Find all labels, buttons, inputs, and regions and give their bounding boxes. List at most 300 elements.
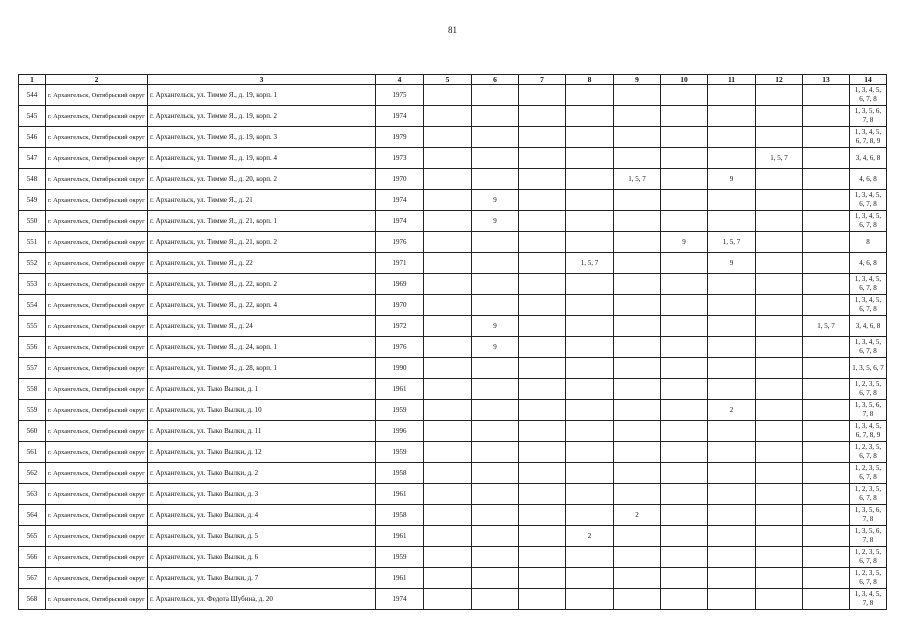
col9-cell <box>614 484 661 505</box>
col7-cell <box>519 316 566 337</box>
col8-cell <box>566 106 614 127</box>
col7-cell <box>519 484 566 505</box>
col14-cell: 1, 3, 4, 5, 6, 7, 8 <box>850 337 887 358</box>
table-row <box>19 358 887 379</box>
year-cell: 1970 <box>376 169 424 190</box>
table-row <box>19 337 887 358</box>
col9-cell <box>614 358 661 379</box>
row-number-cell: 557 <box>19 358 46 379</box>
district-cell: г. Архангельск, Октябрьский округ <box>46 316 148 337</box>
address-cell: г. Архангельск, ул. Тимме Я., д. 19, корп. 4 <box>148 148 376 169</box>
col14-cell: 1, 3, 5, 6, 7, 8 <box>850 526 887 547</box>
col8-cell: 1, 5, 7 <box>566 253 614 274</box>
col12-cell <box>756 211 803 232</box>
col11-cell <box>708 85 756 106</box>
year-cell: 1975 <box>376 85 424 106</box>
col11-cell <box>708 484 756 505</box>
address-cell: г. Архангельск, ул. Тыко Вылки, д. 11 <box>148 421 376 442</box>
col8-cell <box>566 295 614 316</box>
col9-cell <box>614 148 661 169</box>
col8-cell: 2 <box>566 526 614 547</box>
row-number-cell: 547 <box>19 148 46 169</box>
year-cell: 1959 <box>376 442 424 463</box>
table-row <box>19 526 887 547</box>
col9-cell <box>614 232 661 253</box>
col9-cell <box>614 274 661 295</box>
col14-cell: 1, 3, 5, 6, 7 <box>850 358 887 379</box>
address-cell: г. Архангельск, ул. Тыко Вылки, д. 3 <box>148 484 376 505</box>
col12-cell <box>756 379 803 400</box>
col11-cell <box>708 337 756 358</box>
col10-cell <box>661 568 708 589</box>
col8-cell <box>566 379 614 400</box>
col14-cell: 4, 6, 8 <box>850 169 887 190</box>
col10-cell <box>661 316 708 337</box>
address-cell: г. Архангельск, ул. Тимме Я., д. 20, корп. 2 <box>148 169 376 190</box>
col12-cell <box>756 463 803 484</box>
district-cell: г. Архангельск, Октябрьский округ <box>46 463 148 484</box>
col11-cell <box>708 421 756 442</box>
column-header-10: 10 <box>661 75 708 85</box>
col11-cell: 9 <box>708 169 756 190</box>
col10-cell: 9 <box>661 232 708 253</box>
col11-cell <box>708 190 756 211</box>
col5-cell <box>424 85 472 106</box>
col12-cell <box>756 358 803 379</box>
year-cell: 1972 <box>376 316 424 337</box>
district-cell: г. Архангельск, Октябрьский округ <box>46 379 148 400</box>
address-cell: г. Архангельск, ул. Тимме Я., д. 21, корп. 2 <box>148 232 376 253</box>
address-cell: г. Архангельск, ул. Тыко Вылки, д. 12 <box>148 442 376 463</box>
col12-cell <box>756 190 803 211</box>
col13-cell <box>803 589 850 610</box>
col12-cell <box>756 253 803 274</box>
col8-cell <box>566 337 614 358</box>
row-number-cell: 568 <box>19 589 46 610</box>
col14-cell: 4, 6, 8 <box>850 253 887 274</box>
col14-cell: 1, 3, 4, 5, 6, 7, 8 <box>850 211 887 232</box>
row-number-cell: 560 <box>19 421 46 442</box>
year-cell: 1958 <box>376 505 424 526</box>
table-body <box>19 85 887 610</box>
table-row <box>19 505 887 526</box>
year-cell: 1974 <box>376 589 424 610</box>
table-row <box>19 421 887 442</box>
col13-cell <box>803 442 850 463</box>
col6-cell <box>472 169 519 190</box>
col5-cell <box>424 190 472 211</box>
col14-cell: 1, 3, 4, 5, 6, 7, 8 <box>850 274 887 295</box>
col9-cell <box>614 568 661 589</box>
col14-cell: 8 <box>850 232 887 253</box>
col5-cell <box>424 232 472 253</box>
row-number-cell: 546 <box>19 127 46 148</box>
col13-cell <box>803 253 850 274</box>
col11-cell <box>708 463 756 484</box>
address-cell: г. Архангельск, ул. Тыко Вылки, д. 4 <box>148 505 376 526</box>
col13-cell <box>803 526 850 547</box>
col8-cell <box>566 442 614 463</box>
col12-cell <box>756 568 803 589</box>
column-header-3: 3 <box>148 75 376 85</box>
col14-cell: 1, 3, 4, 5, 6, 7, 8 <box>850 295 887 316</box>
year-cell: 1959 <box>376 400 424 421</box>
col9-cell <box>614 337 661 358</box>
col14-cell: 1, 2, 3, 5, 6, 7, 8 <box>850 442 887 463</box>
year-cell: 1969 <box>376 274 424 295</box>
page-number: 81 <box>448 25 457 35</box>
col8-cell <box>566 274 614 295</box>
district-cell: г. Архангельск, Октябрьский округ <box>46 232 148 253</box>
col14-cell: 1, 2, 3, 5, 6, 7, 8 <box>850 547 887 568</box>
row-number-cell: 553 <box>19 274 46 295</box>
column-header-6: 6 <box>472 75 519 85</box>
col6-cell <box>472 358 519 379</box>
table-row <box>19 589 887 610</box>
table-row <box>19 106 887 127</box>
district-cell: г. Архангельск, Октябрьский округ <box>46 253 148 274</box>
col8-cell <box>566 127 614 148</box>
col14-cell: 1, 3, 5, 6, 7, 8 <box>850 505 887 526</box>
col7-cell <box>519 295 566 316</box>
col10-cell <box>661 190 708 211</box>
col13-cell <box>803 379 850 400</box>
col6-cell <box>472 463 519 484</box>
col14-cell: 1, 2, 3, 5, 6, 7, 8 <box>850 484 887 505</box>
row-number-cell: 562 <box>19 463 46 484</box>
address-cell: г. Архангельск, ул. Тимме Я., д. 19, корп. 3 <box>148 127 376 148</box>
year-cell: 1979 <box>376 127 424 148</box>
col13-cell <box>803 463 850 484</box>
col14-cell: 1, 3, 4, 5, 6, 7, 8 <box>850 85 887 106</box>
address-cell: г. Архангельск, ул. Тимме Я., д. 22 <box>148 253 376 274</box>
col6-cell <box>472 547 519 568</box>
col10-cell <box>661 106 708 127</box>
col12-cell <box>756 400 803 421</box>
address-cell: г. Архангельск, ул. Тимме Я., д. 24 <box>148 316 376 337</box>
district-cell: г. Архангельск, Октябрьский округ <box>46 421 148 442</box>
address-cell: г. Архангельск, ул. Тимме Я., д. 19, корп. 2 <box>148 106 376 127</box>
col12-cell <box>756 337 803 358</box>
address-cell: г. Архангельск, ул. Тимме Я., д. 19, корп. 1 <box>148 85 376 106</box>
col12-cell <box>756 526 803 547</box>
col7-cell <box>519 526 566 547</box>
col7-cell <box>519 442 566 463</box>
address-cell: г. Архангельск, ул. Федота Шубина, д. 20 <box>148 589 376 610</box>
column-header-7: 7 <box>519 75 566 85</box>
register-table <box>18 74 887 610</box>
district-cell: г. Архангельск, Октябрьский округ <box>46 589 148 610</box>
col6-cell <box>472 106 519 127</box>
col13-cell: 1, 5, 7 <box>803 316 850 337</box>
district-cell: г. Архангельск, Октябрьский округ <box>46 274 148 295</box>
district-cell: г. Архангельск, Октябрьский округ <box>46 211 148 232</box>
district-cell: г. Архангельск, Октябрьский округ <box>46 295 148 316</box>
col7-cell <box>519 589 566 610</box>
col12-cell <box>756 232 803 253</box>
table-row <box>19 274 887 295</box>
col11-cell <box>708 148 756 169</box>
year-cell: 1996 <box>376 421 424 442</box>
col12-cell <box>756 274 803 295</box>
col6-cell <box>472 85 519 106</box>
col12-cell <box>756 295 803 316</box>
column-header-4: 4 <box>376 75 424 85</box>
year-cell: 1976 <box>376 232 424 253</box>
district-cell: г. Архангельск, Октябрьский округ <box>46 505 148 526</box>
year-cell: 1961 <box>376 379 424 400</box>
col9-cell <box>614 295 661 316</box>
row-number-cell: 567 <box>19 568 46 589</box>
district-cell: г. Архангельск, Октябрьский округ <box>46 400 148 421</box>
col6-cell <box>472 379 519 400</box>
column-header-12: 12 <box>756 75 803 85</box>
address-cell: г. Архангельск, ул. Тимме Я., д. 24, корп. 1 <box>148 337 376 358</box>
row-number-cell: 555 <box>19 316 46 337</box>
table-row <box>19 190 887 211</box>
col13-cell <box>803 190 850 211</box>
row-number-cell: 544 <box>19 85 46 106</box>
table-row <box>19 400 887 421</box>
col7-cell <box>519 190 566 211</box>
table-row <box>19 127 887 148</box>
district-cell: г. Архангельск, Октябрьский округ <box>46 568 148 589</box>
col12-cell <box>756 505 803 526</box>
col12-cell <box>756 421 803 442</box>
col7-cell <box>519 253 566 274</box>
col6-cell: 9 <box>472 337 519 358</box>
col8-cell <box>566 400 614 421</box>
col13-cell <box>803 295 850 316</box>
col6-cell <box>472 589 519 610</box>
col6-cell <box>472 232 519 253</box>
col12-cell <box>756 442 803 463</box>
year-cell: 1990 <box>376 358 424 379</box>
col5-cell <box>424 358 472 379</box>
col5-cell <box>424 505 472 526</box>
address-cell: г. Архангельск, ул. Тыко Вылки, д. 1 <box>148 379 376 400</box>
col11-cell <box>708 505 756 526</box>
district-cell: г. Архангельск, Октябрьский округ <box>46 547 148 568</box>
col11-cell <box>708 358 756 379</box>
col7-cell <box>519 169 566 190</box>
col8-cell <box>566 316 614 337</box>
col10-cell <box>661 337 708 358</box>
col14-cell: 3, 4, 6, 8 <box>850 148 887 169</box>
table-row <box>19 232 887 253</box>
col7-cell <box>519 379 566 400</box>
col12-cell <box>756 169 803 190</box>
col9-cell <box>614 316 661 337</box>
col5-cell <box>424 379 472 400</box>
col12-cell <box>756 547 803 568</box>
table-row <box>19 148 887 169</box>
col10-cell <box>661 484 708 505</box>
col9-cell <box>614 190 661 211</box>
col6-cell <box>472 484 519 505</box>
table-row <box>19 85 887 106</box>
row-number-cell: 563 <box>19 484 46 505</box>
col10-cell <box>661 85 708 106</box>
col11-cell <box>708 211 756 232</box>
col10-cell <box>661 379 708 400</box>
col12-cell: 1, 5, 7 <box>756 148 803 169</box>
row-number-cell: 549 <box>19 190 46 211</box>
col13-cell <box>803 169 850 190</box>
col6-cell: 9 <box>472 211 519 232</box>
district-cell: г. Архангельск, Октябрьский округ <box>46 106 148 127</box>
address-cell: г. Архангельск, ул. Тимме Я., д. 22, корп. 2 <box>148 274 376 295</box>
col9-cell <box>614 442 661 463</box>
district-cell: г. Архангельск, Октябрьский округ <box>46 127 148 148</box>
col13-cell <box>803 148 850 169</box>
col5-cell <box>424 274 472 295</box>
col9-cell <box>614 253 661 274</box>
col5-cell <box>424 442 472 463</box>
col13-cell <box>803 211 850 232</box>
col14-cell: 1, 2, 3, 5, 6, 7, 8 <box>850 568 887 589</box>
column-header-14: 14 <box>850 75 887 85</box>
table-row <box>19 442 887 463</box>
col7-cell <box>519 148 566 169</box>
table-row <box>19 463 887 484</box>
header-row <box>19 75 887 85</box>
address-cell: г. Архангельск, ул. Тыко Вылки, д. 6 <box>148 547 376 568</box>
col13-cell <box>803 358 850 379</box>
col10-cell <box>661 526 708 547</box>
col13-cell <box>803 400 850 421</box>
col11-cell <box>708 568 756 589</box>
col10-cell <box>661 127 708 148</box>
col11-cell <box>708 127 756 148</box>
col5-cell <box>424 337 472 358</box>
col6-cell: 9 <box>472 316 519 337</box>
column-header-11: 11 <box>708 75 756 85</box>
year-cell: 1974 <box>376 106 424 127</box>
col13-cell <box>803 421 850 442</box>
column-header-13: 13 <box>803 75 850 85</box>
row-number-cell: 545 <box>19 106 46 127</box>
year-cell: 1974 <box>376 211 424 232</box>
col6-cell <box>472 568 519 589</box>
col11-cell <box>708 442 756 463</box>
col10-cell <box>661 169 708 190</box>
col6-cell <box>472 505 519 526</box>
col13-cell <box>803 274 850 295</box>
col9-cell <box>614 127 661 148</box>
address-cell: г. Архангельск, ул. Тимме Я., д. 22, корп. 4 <box>148 295 376 316</box>
year-cell: 1970 <box>376 295 424 316</box>
col10-cell <box>661 589 708 610</box>
col10-cell <box>661 253 708 274</box>
district-cell: г. Архангельск, Октябрьский округ <box>46 526 148 547</box>
col10-cell <box>661 274 708 295</box>
district-cell: г. Архангельск, Октябрьский округ <box>46 358 148 379</box>
col6-cell <box>472 253 519 274</box>
col6-cell <box>472 127 519 148</box>
col6-cell <box>472 274 519 295</box>
col8-cell <box>566 190 614 211</box>
col8-cell <box>566 211 614 232</box>
col9-cell <box>614 526 661 547</box>
address-cell: г. Архангельск, ул. Тыко Вылки, д. 7 <box>148 568 376 589</box>
col5-cell <box>424 589 472 610</box>
row-number-cell: 554 <box>19 295 46 316</box>
col7-cell <box>519 85 566 106</box>
row-number-cell: 552 <box>19 253 46 274</box>
col7-cell <box>519 127 566 148</box>
col7-cell <box>519 400 566 421</box>
col12-cell <box>756 127 803 148</box>
col9-cell <box>614 547 661 568</box>
col11-cell <box>708 106 756 127</box>
row-number-cell: 548 <box>19 169 46 190</box>
col5-cell <box>424 463 472 484</box>
district-cell: г. Архангельск, Октябрьский округ <box>46 442 148 463</box>
col10-cell <box>661 295 708 316</box>
col8-cell <box>566 505 614 526</box>
col7-cell <box>519 274 566 295</box>
col9-cell <box>614 211 661 232</box>
col14-cell: 1, 3, 4, 5, 6, 7, 8 <box>850 190 887 211</box>
row-number-cell: 559 <box>19 400 46 421</box>
col6-cell <box>472 148 519 169</box>
district-cell: г. Архангельск, Октябрьский округ <box>46 169 148 190</box>
col9-cell <box>614 85 661 106</box>
col9-cell <box>614 400 661 421</box>
col7-cell <box>519 337 566 358</box>
col8-cell <box>566 484 614 505</box>
year-cell: 1976 <box>376 337 424 358</box>
col13-cell <box>803 568 850 589</box>
column-header-1: 1 <box>19 75 46 85</box>
col11-cell <box>708 295 756 316</box>
col6-cell <box>472 295 519 316</box>
year-cell: 1958 <box>376 463 424 484</box>
col12-cell <box>756 484 803 505</box>
col10-cell <box>661 148 708 169</box>
col9-cell <box>614 463 661 484</box>
col6-cell <box>472 421 519 442</box>
col10-cell <box>661 211 708 232</box>
col7-cell <box>519 421 566 442</box>
col13-cell <box>803 106 850 127</box>
col8-cell <box>566 148 614 169</box>
col10-cell <box>661 421 708 442</box>
col8-cell <box>566 463 614 484</box>
col5-cell <box>424 295 472 316</box>
district-cell: г. Архангельск, Октябрьский округ <box>46 85 148 106</box>
col5-cell <box>424 547 472 568</box>
col13-cell <box>803 484 850 505</box>
col14-cell: 1, 2, 3, 5, 6, 7, 8 <box>850 463 887 484</box>
col9-cell <box>614 421 661 442</box>
col7-cell <box>519 358 566 379</box>
col12-cell <box>756 85 803 106</box>
col8-cell <box>566 85 614 106</box>
col5-cell <box>424 484 472 505</box>
col14-cell: 1, 3, 5, 6, 7, 8 <box>850 106 887 127</box>
col9-cell: 1, 5, 7 <box>614 169 661 190</box>
col5-cell <box>424 316 472 337</box>
col7-cell <box>519 232 566 253</box>
col14-cell: 1, 3, 5, 6, 7, 8 <box>850 400 887 421</box>
col5-cell <box>424 421 472 442</box>
col13-cell <box>803 127 850 148</box>
col11-cell: 2 <box>708 400 756 421</box>
district-cell: г. Архангельск, Октябрьский округ <box>46 484 148 505</box>
col13-cell <box>803 232 850 253</box>
